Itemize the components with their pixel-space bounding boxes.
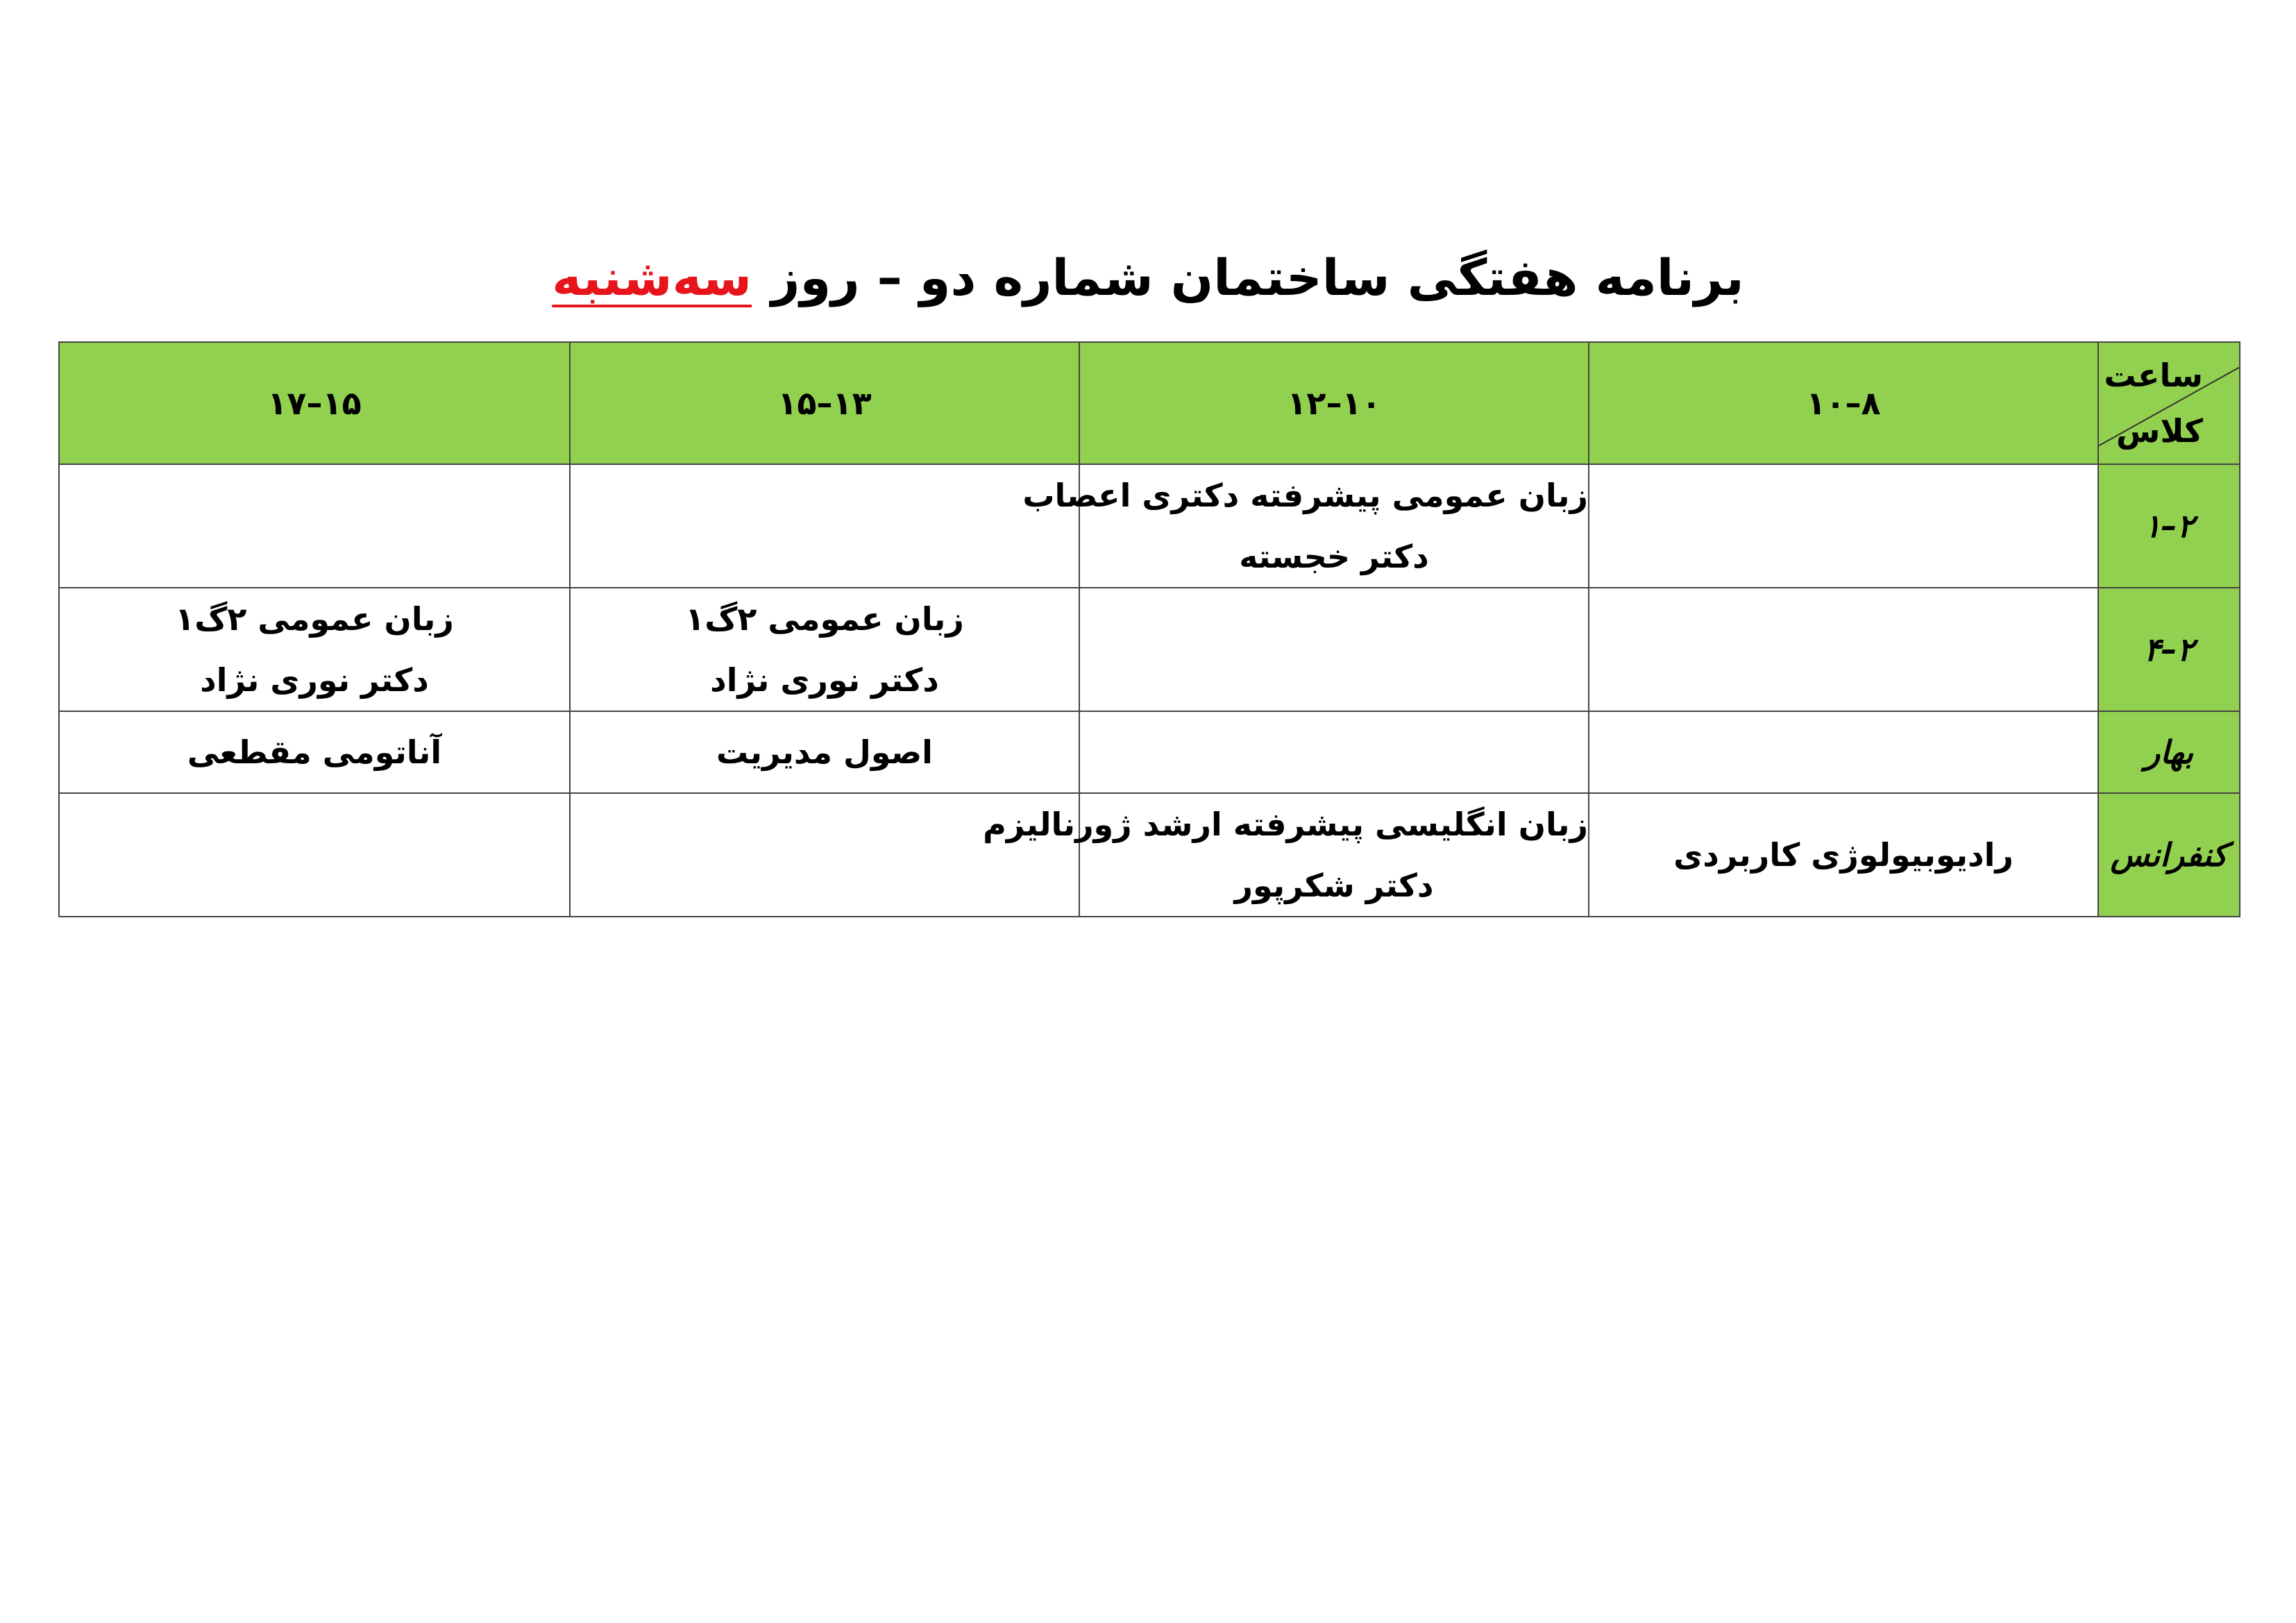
room-label: ۲–۴ — [2098, 588, 2240, 711]
schedule-cell — [1589, 793, 2098, 917]
schedule-table — [58, 341, 2240, 917]
table-row — [59, 793, 2240, 917]
table-row — [59, 588, 2240, 711]
schedule-cell — [59, 588, 570, 711]
time-slot-header: ۱۰–۱۲ — [1079, 342, 1589, 464]
cell-text-line: زبان انگلیسی پیشرفته ارشد ژورنالیزم — [983, 806, 1588, 843]
cell-text-line: دکتر خجسته — [1239, 538, 1429, 575]
header-row — [59, 342, 2240, 464]
schedule-cell — [570, 588, 1079, 711]
schedule-cell — [59, 793, 570, 917]
time-slot-header: ۱۳–۱۵ — [570, 342, 1079, 464]
cell-text-line: آناتومی مقطعی — [187, 733, 442, 771]
table-row — [59, 464, 2240, 588]
schedule-cell — [59, 711, 570, 793]
cell-text-line: دکتر شکرپور — [1234, 867, 1434, 904]
schedule-cell — [570, 464, 1079, 588]
schedule-cell — [59, 464, 570, 588]
schedule-cell — [1589, 588, 2098, 711]
cell-text-line: زبان عمومی ۲گ۱ — [175, 600, 454, 638]
table-row — [59, 711, 2240, 793]
room-label: ۲–۱ — [2098, 464, 2240, 588]
schedule-cell — [1589, 464, 2098, 588]
time-slot-header: ۱۵–۱۷ — [59, 342, 570, 464]
cell-text-line: اصول مدیریت — [716, 733, 933, 771]
time-slot-header: ۸–۱۰ — [1589, 342, 2098, 464]
room-label: بهار — [2098, 711, 2240, 793]
schedule-cell — [570, 711, 1079, 793]
title-day: سه‌شنبه — [552, 248, 752, 307]
corner-header-cell — [2098, 342, 2240, 464]
schedule-cell — [1079, 711, 1589, 793]
cell-text-line: دکتر نوری نژاد — [200, 661, 429, 699]
corner-label-time: ساعت — [2104, 357, 2203, 394]
title-text: برنامه هفتگی ساختمان شماره دو – روز — [771, 248, 1744, 307]
cell-text-line: رادیوبیولوژی کاربردی — [1673, 836, 2014, 874]
page-title — [0, 239, 2296, 316]
schedule-cell — [1022, 464, 1589, 588]
schedule-cell — [983, 793, 1589, 917]
schedule-cell — [1589, 711, 2098, 793]
cell-text-line: دکتر نوری نژاد — [710, 661, 939, 699]
room-label: کنفرانس — [2098, 793, 2240, 917]
corner-label-class: کلاس — [2116, 412, 2203, 450]
cell-text-line: زبان عمومی ۲گ۱ — [685, 600, 964, 638]
cell-text-line: زبان عمومی پیشرفته دکتری اعصاب — [1022, 477, 1588, 514]
schedule-cell — [1079, 588, 1589, 711]
